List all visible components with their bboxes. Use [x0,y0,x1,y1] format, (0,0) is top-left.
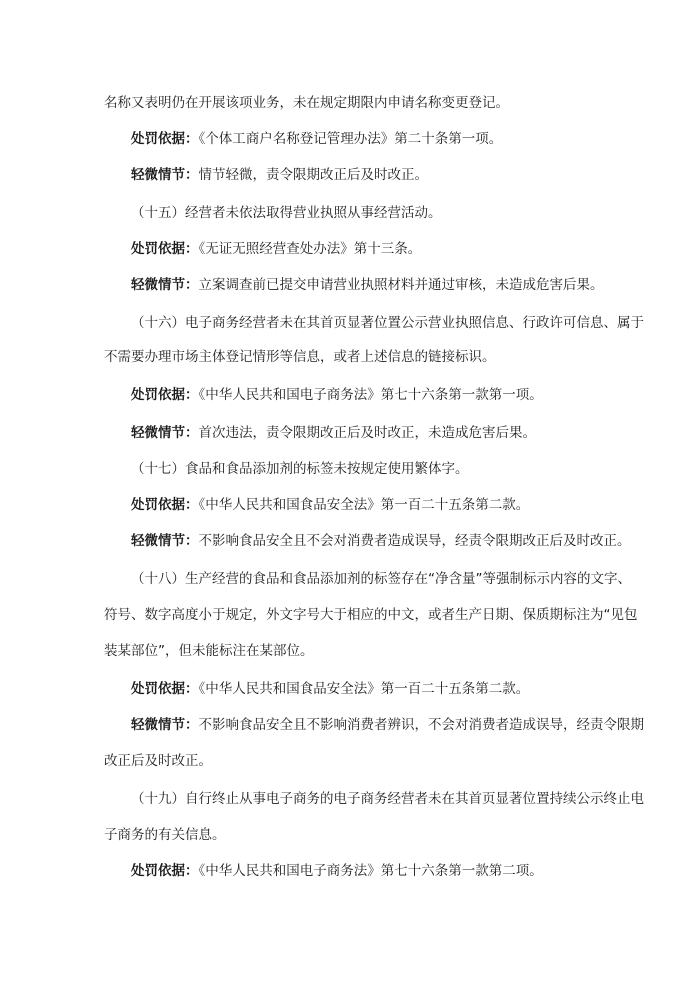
minor-circumstance-text: 不影响食品安全且不会对消费者造成误导，经责令限期改正后及时改正。 [198,533,631,549]
minor-circumstance [131,166,428,184]
penalty-basis-label: 处罚依据： [131,863,199,879]
minor-circumstance [131,276,604,294]
minor-circumstance-text: 不影响食品安全且不影响消费者辨识，不会对消费者造成误导，经责令限期 [198,717,644,733]
penalty-basis-text: 《个体工商户名称登记管理办法》第二十条第一项。 [198,131,503,147]
item-heading-17: （十七）食品和食品添加剂的标签未按规定使用繁体字。 [131,461,469,477]
penalty-basis-label: 处罚依据： [131,241,199,257]
penalty-basis-text: 《中华人民共和国食品安全法》第一百二十五条第二款。 [198,681,530,697]
paragraph-line: 改正后及时改正。 [104,753,212,769]
penalty-basis-label: 处罚依据： [131,131,199,147]
minor-circumstance-label: 轻微情节： [131,425,199,441]
paragraph-line: 符号、数字高度小于规定，外文字号大于相应的中文，或者生产日期、保质期标注为“见包 [104,607,638,623]
item-heading-16: （十六）电子商务经营者未在其首页显著位置公示营业执照信息、行政许可信息、属于 [131,315,644,331]
penalty-basis-text: 《无证无照经营查处办法》第十三条。 [198,241,422,257]
minor-circumstance [131,532,631,550]
paragraph-line: 不需要办理市场主体登记情形等信息，或者上述信息的链接标识。 [104,349,496,365]
minor-circumstance-label: 轻微情节： [131,533,199,549]
penalty-basis-text: 《中华人民共和国电子商务法》第七十六条第一款第二项。 [198,863,543,879]
minor-circumstance-text: 立案调查前已提交申请营业执照材料并通过审核，未造成危害后果。 [198,277,604,293]
minor-circumstance-label: 轻微情节： [131,717,199,733]
penalty-basis-label: 处罚依据： [131,497,199,513]
item-heading-15: （十五）经营者未依法取得营业执照从事经营活动。 [131,205,442,221]
penalty-basis-text: 《中华人民共和国食品安全法》第一百二十五条第二款。 [198,497,530,513]
paragraph-line: 名称又表明仍在开展该项业务，未在规定期限内申请名称变更登记。 [104,95,509,111]
penalty-basis [131,496,529,514]
item-heading-18: （十八）生产经营的食品和食品添加剂的标签存在“净含量”等强制标示内容的文字、 [131,571,631,587]
penalty-basis-label: 处罚依据： [131,387,199,403]
paragraph-line: 子商务的有关信息。 [104,827,226,843]
minor-circumstance [131,424,536,442]
penalty-basis-text: 《中华人民共和国电子商务法》第七十六条第一款第一项。 [198,387,543,403]
paragraph-line: 装某部位”，但未能标注在某部位。 [104,643,314,659]
minor-circumstance-label: 轻微情节： [131,167,199,183]
penalty-basis [131,680,529,698]
minor-circumstance-text: 情节轻微，责令限期改正后及时改正。 [198,167,428,183]
penalty-basis [131,386,543,404]
minor-circumstance [131,716,644,734]
penalty-basis-label: 处罚依据： [131,681,199,697]
minor-circumstance-text: 首次违法，责令限期改正后及时改正，未造成危害后果。 [198,425,536,441]
penalty-basis [131,862,543,880]
item-heading-19: （十九）自行终止从事电子商务的电子商务经营者未在其首页显著位置持续公示终止电 [131,791,644,807]
minor-circumstance-label: 轻微情节： [131,277,199,293]
penalty-basis [131,130,502,148]
penalty-basis [131,240,421,258]
